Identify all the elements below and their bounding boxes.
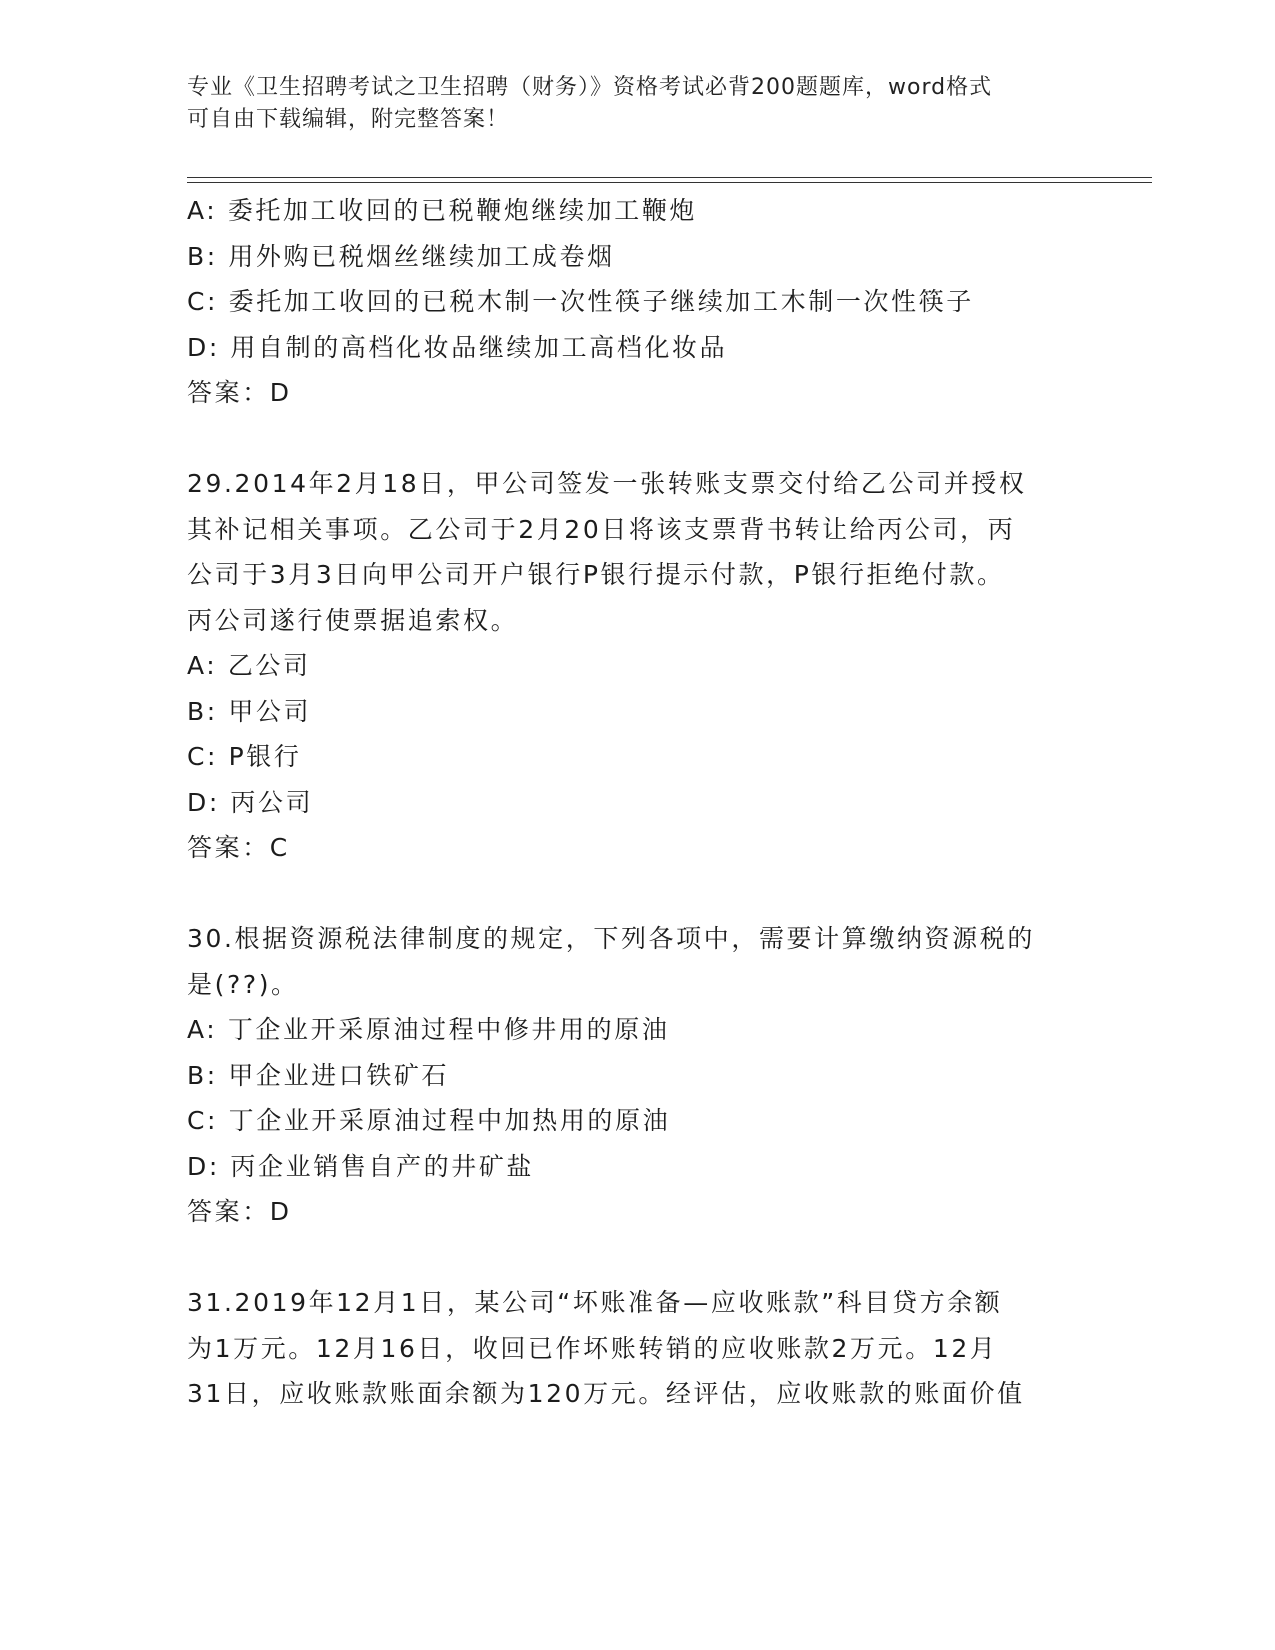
- header-line-2: 可自由下载编辑，附完整答案！: [187, 107, 510, 132]
- question-content: [187, 188, 1087, 1417]
- question-30-stem-line-2: 是(??)。: [187, 969, 299, 999]
- question-30: [187, 916, 1087, 1235]
- question-29-stem-line-3: 公司于3月3日向甲公司开户银行P银行提示付款，P银行拒绝付款。: [187, 560, 1005, 589]
- question-31-stem-line-3: 31日，应收账款账面余额为120万元。经评估，应收账款的账面价值: [187, 1379, 1025, 1408]
- header-line-1: 专业《卫生招聘考试之卫生招聘（财务）》资格考试必背200题题库，word格式: [187, 75, 993, 100]
- spacer: [187, 1235, 1087, 1281]
- header-divider-top: [187, 177, 1152, 178]
- question-29-answer: 答案：C: [187, 833, 290, 862]
- document-header: [187, 72, 1067, 136]
- question-28-option-b: B: 用外购已税烟丝继续加工成卷烟: [187, 241, 615, 271]
- question-29-stem-line-1: 29.2014年2月18日，甲公司签发一张转账支票交付给乙公司并授权: [187, 469, 1027, 498]
- question-31: [187, 1280, 1087, 1417]
- spacer: [187, 871, 1087, 917]
- spacer: [187, 416, 1087, 462]
- question-30-answer: 答案：D: [187, 1197, 292, 1226]
- question-28-option-d: D: 用自制的高档化妆品继续加工高档化妆品: [187, 332, 728, 362]
- header-divider-bottom: [187, 182, 1152, 183]
- question-29-stem-line-4: 丙公司遂行使票据追索权。: [187, 605, 519, 635]
- question-30-option-d: D: 丙企业销售自产的井矿盐: [187, 1151, 535, 1181]
- question-29-option-a: A: 乙公司: [187, 651, 311, 680]
- question-28-option-c: C: 委托加工收回的已税木制一次性筷子继续加工木制一次性筷子: [187, 287, 974, 316]
- question-30-stem-line-1: 30.根据资源税法律制度的规定，下列各项中，需要计算缴纳资源税的: [187, 924, 1035, 953]
- question-28-option-a: A: 委托加工收回的已税鞭炮继续加工鞭炮: [187, 196, 698, 225]
- question-28-answer: 答案：D: [187, 378, 292, 407]
- question-29-option-b: B: 甲公司: [187, 696, 312, 726]
- question-29-option-d: D: 丙公司: [187, 787, 314, 817]
- question-28: [187, 188, 1087, 416]
- question-30-option-b: B: 甲企业进口铁矿石: [187, 1060, 450, 1090]
- question-31-stem-line-2: 为1万元。12月16日，收回已作坏账转销的应收账款2万元。12月: [187, 1333, 998, 1363]
- question-29: [187, 461, 1087, 871]
- question-29-option-c: C: P银行: [187, 742, 302, 771]
- question-31-stem-line-1: 31.2019年12月1日，某公司“坏账准备—应收账款”科目贷方余额: [187, 1288, 1003, 1317]
- question-29-stem-line-2: 其补记相关事项。乙公司于2月20日将该支票背书转让给丙公司，丙: [187, 514, 1016, 544]
- question-30-option-a: A: 丁企业开采原油过程中修井用的原油: [187, 1015, 670, 1044]
- question-30-option-c: C: 丁企业开采原油过程中加热用的原油: [187, 1106, 671, 1135]
